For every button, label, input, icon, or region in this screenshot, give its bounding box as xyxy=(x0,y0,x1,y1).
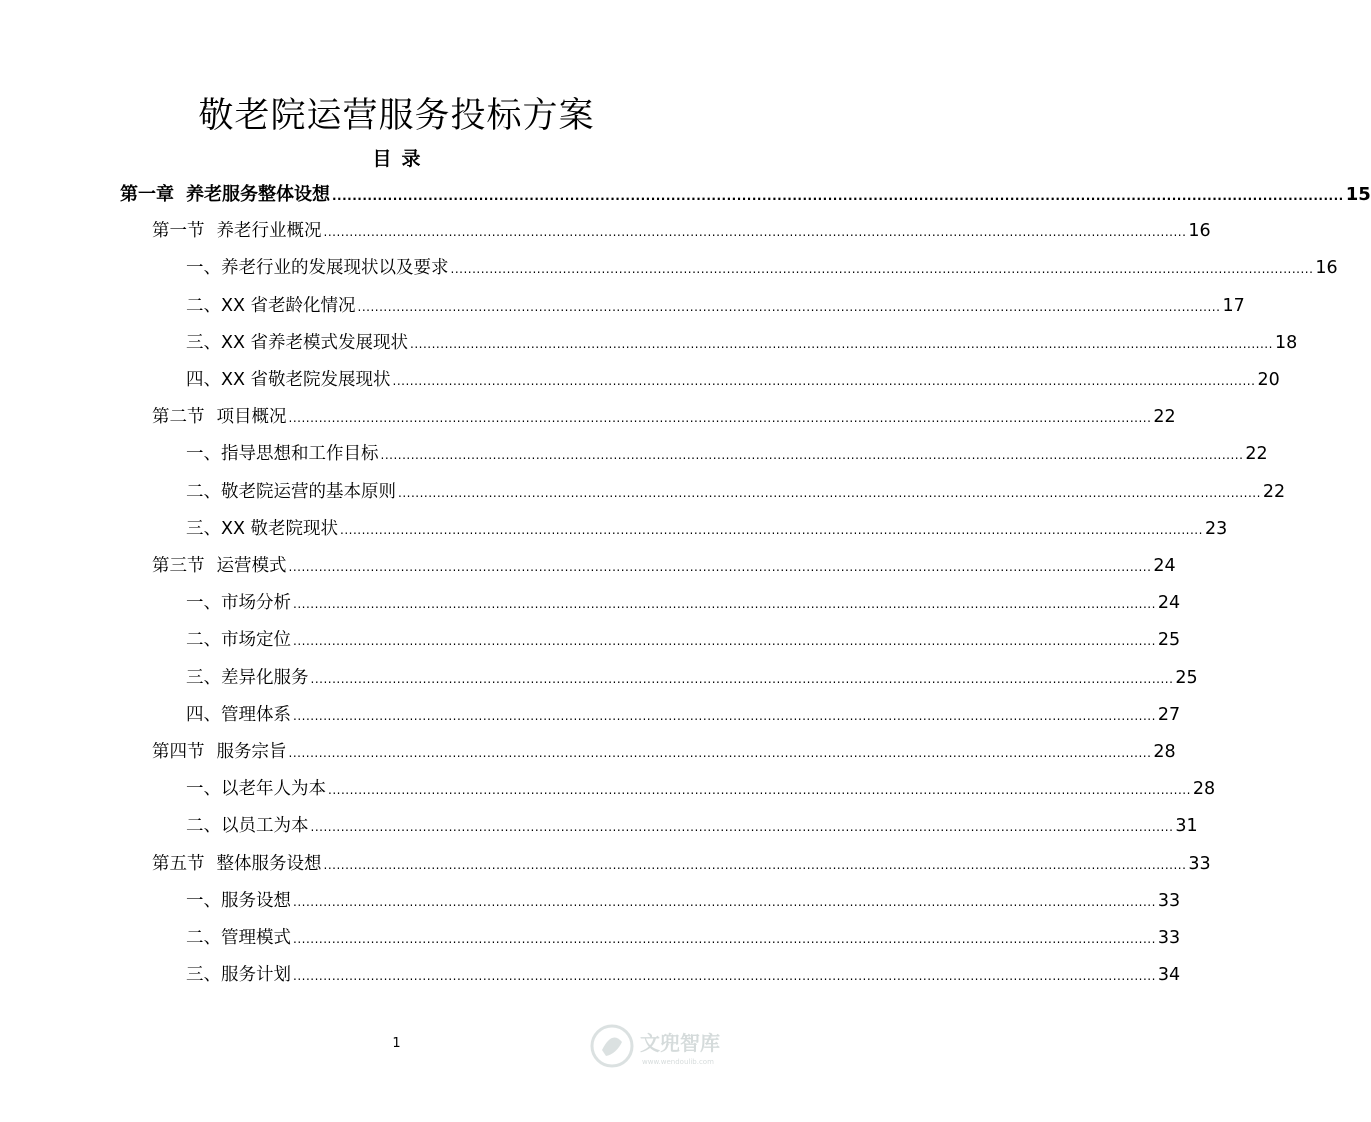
toc-entry-label xyxy=(186,957,291,994)
toc-entry-text: 管理体系 xyxy=(221,704,291,725)
toc-dot-leader: ........................................................................................................................................................................................................ xyxy=(357,299,1221,314)
toc-entry-prefix: 一、 xyxy=(186,258,221,279)
toc-entry-text: 市场定位 xyxy=(221,630,291,651)
toc-subsection[interactable] xyxy=(186,697,1181,734)
toc-entry-prefix: 三、 xyxy=(186,518,221,539)
toc-dot-leader: ........................................................................................................................................................................................................ xyxy=(323,857,1187,872)
toc-entry-prefix: 一、 xyxy=(186,779,221,800)
toc-entry-page: 18 xyxy=(1274,332,1298,353)
toc-entry-label xyxy=(186,622,291,659)
toc-dot-leader: ........................................................................................................................................................................................................ xyxy=(293,634,1156,649)
toc-entry-page: 25 xyxy=(1157,630,1181,651)
toc-dot-leader: ........................................................................................................................................................................................................ xyxy=(410,336,1273,351)
toc-subsection[interactable] xyxy=(186,957,1181,994)
toc-entry-text: 管理模式 xyxy=(221,928,291,948)
toc-dot-leader: ........................................................................................................................................................................................................ xyxy=(450,262,1314,277)
toc-entry-label xyxy=(186,585,291,622)
toc-entry-label xyxy=(186,250,449,287)
toc-dot-leader: ........................................................................................................................................................................................................ xyxy=(380,448,1244,463)
toc-entry-prefix: 二、 xyxy=(186,295,221,316)
toc-entry-text: 项目概况 xyxy=(216,407,287,428)
toc-section[interactable] xyxy=(152,399,1176,436)
toc-entry-label xyxy=(120,176,330,213)
toc-dot-leader: ........................................................................................................................................................................................................ xyxy=(288,411,1152,426)
toc-dot-leader: ........................................................................................................................................................................................................ xyxy=(310,671,1174,686)
toc-entry-text: XX 敬老院现状 xyxy=(221,518,339,539)
toc-entry-prefix: 四、 xyxy=(186,704,221,725)
toc-entry-text: 指导思想和工作目标 xyxy=(221,444,379,465)
toc-heading-char-2: 录 xyxy=(401,148,421,170)
toc-entry-page: 27 xyxy=(1157,704,1181,725)
toc-entry-label xyxy=(186,883,291,920)
toc-entry-text: XX 省敬老院发展现状 xyxy=(221,370,391,390)
toc-entry-page: 17 xyxy=(1222,295,1245,316)
toc-dot-leader: ........................................................................................................................................................................................................ xyxy=(288,746,1152,760)
toc-subsection[interactable] xyxy=(186,883,1181,920)
toc-entry-page: 33 xyxy=(1157,928,1181,948)
toc-dot-leader: ........................................................................................................................................................................................................ xyxy=(323,225,1187,240)
toc-entry-text: 运营模式 xyxy=(216,556,287,576)
toc-entry-page: 16 xyxy=(1315,258,1338,279)
toc-entry-prefix: 第三节 xyxy=(152,556,205,576)
toc-subsection[interactable] xyxy=(186,325,1298,362)
toc-entry-prefix: 第一节 xyxy=(152,221,205,242)
toc-subsection[interactable] xyxy=(186,474,1286,511)
toc-entry-prefix: 三、 xyxy=(186,332,221,353)
toc-entry-label xyxy=(152,213,322,250)
toc-entry-text: 整体服务设想 xyxy=(216,853,322,874)
toc-dot-leader: ........................................................................................................................................................................................................ xyxy=(293,597,1156,612)
toc-section[interactable] xyxy=(152,846,1211,883)
toc-entry-prefix: 第二节 xyxy=(152,407,205,428)
toc-entry-prefix: 一、 xyxy=(186,444,221,465)
toc-entry-page: 34 xyxy=(1157,965,1181,986)
toc-subsection[interactable] xyxy=(186,622,1181,659)
toc-entry-label xyxy=(186,771,326,808)
toc-dot-leader: ........................................................................................................................................................................................................ xyxy=(293,894,1156,909)
toc-entry-page: 31 xyxy=(1175,816,1198,837)
toc-entry-label xyxy=(152,548,287,585)
toc-entry-page: 15 xyxy=(1345,184,1371,205)
document-title: 敬老院运营服务投标方案 xyxy=(198,96,595,136)
toc-heading xyxy=(0,144,793,171)
toc-entry-label xyxy=(186,660,309,697)
toc-entry-page: 24 xyxy=(1157,593,1181,614)
watermark-url: www.wendoulib.com xyxy=(642,1058,714,1066)
toc-entry-page: 20 xyxy=(1257,370,1280,390)
toc-dot-leader: ........................................................................................................................................................................................................ xyxy=(288,560,1152,574)
toc-entry-text: XX 省养老模式发展现状 xyxy=(221,332,409,353)
toc-entry-prefix: 第五节 xyxy=(152,853,205,874)
toc-entry-label xyxy=(186,325,408,362)
toc-dot-leader: ........................................................................................................................................................................................................ xyxy=(398,485,1261,500)
toc-entry-text: 养老行业的发展现状以及要求 xyxy=(221,258,449,279)
toc-subsection[interactable] xyxy=(186,660,1198,697)
toc-subsection[interactable] xyxy=(186,511,1228,548)
toc-entry-page: 25 xyxy=(1175,667,1198,688)
toc-dot-leader: ........................................................................................................................................................................................................ xyxy=(332,189,1344,203)
toc-entry-label xyxy=(186,474,396,511)
toc-entry-label xyxy=(186,362,391,399)
toc-entry-page: 33 xyxy=(1188,853,1211,874)
toc-section[interactable] xyxy=(152,548,1176,585)
toc-entry-label xyxy=(152,846,322,883)
toc-entry-prefix: 一、 xyxy=(186,890,221,911)
toc-entry-text: 服务设想 xyxy=(221,890,291,911)
toc-entry-prefix: 三、 xyxy=(186,965,221,986)
watermark-label: 文兜智库 xyxy=(640,1031,720,1055)
toc-entry-text: 以员工为本 xyxy=(221,816,309,837)
toc-entry-prefix: 三、 xyxy=(186,667,221,688)
toc-entry-page: 23 xyxy=(1204,518,1228,539)
toc-dot-leader: ........................................................................................................................................................................................................ xyxy=(293,708,1156,723)
toc-chapter[interactable] xyxy=(120,176,1371,213)
toc-heading-char-1: 目 xyxy=(372,148,392,170)
toc-entry-prefix: 第一章 xyxy=(120,184,174,205)
toc-subsection[interactable] xyxy=(186,808,1198,845)
toc-entry-prefix: 二、 xyxy=(186,928,221,948)
toc-dot-leader: ........................................................................................................................................................................................................ xyxy=(310,820,1174,835)
toc-entry-page: 28 xyxy=(1192,779,1216,800)
toc-entry-text: 养老行业概况 xyxy=(216,221,322,242)
toc-entry-page: 22 xyxy=(1153,407,1176,428)
toc-dot-leader: ........................................................................................................................................................................................................ xyxy=(328,783,1191,798)
toc-entry-label xyxy=(186,288,356,325)
toc-entry-label xyxy=(152,399,287,436)
toc-entry-page: 24 xyxy=(1153,556,1176,576)
page-number: 1 xyxy=(392,1036,401,1051)
toc-entry-prefix: 一、 xyxy=(186,593,221,614)
toc-entry-page: 33 xyxy=(1157,890,1181,911)
toc-entry-page: 16 xyxy=(1188,221,1211,242)
toc-entry-text: 养老服务整体设想 xyxy=(186,184,330,205)
toc-entry-text: 差异化服务 xyxy=(221,667,309,688)
toc-entry-label xyxy=(186,436,379,473)
toc-entry-text: 服务宗旨 xyxy=(216,742,287,762)
toc-entry-prefix: 第四节 xyxy=(152,742,205,762)
toc-entry-label xyxy=(186,511,338,548)
toc-entry-text: 市场分析 xyxy=(221,593,291,614)
toc-subsection[interactable] xyxy=(186,250,1338,287)
toc-entry-text: 服务计划 xyxy=(221,965,291,986)
toc-dot-leader: ........................................................................................................................................................................................................ xyxy=(293,932,1156,946)
toc-entry-label xyxy=(186,920,291,957)
toc-entry-label xyxy=(186,697,291,734)
toc-entry-text: 以老年人为本 xyxy=(221,779,326,800)
toc-subsection[interactable] xyxy=(186,585,1181,622)
toc-subsection[interactable] xyxy=(186,771,1216,808)
toc-entry-label xyxy=(186,808,309,845)
toc-entry-prefix: 二、 xyxy=(186,630,221,651)
toc-dot-leader: ........................................................................................................................................................................................................ xyxy=(340,522,1203,537)
toc-entry-text: 敬老院运营的基本原则 xyxy=(221,481,396,502)
toc-entry-page: 22 xyxy=(1262,481,1286,502)
toc-entry-page: 28 xyxy=(1153,742,1176,762)
toc-subsection[interactable] xyxy=(186,436,1268,473)
toc-entry-text: XX 省老龄化情况 xyxy=(221,295,356,316)
toc-section[interactable] xyxy=(152,734,1176,771)
toc-subsection[interactable] xyxy=(186,920,1181,957)
watermark-logo xyxy=(588,1020,758,1072)
toc-subsection[interactable] xyxy=(186,362,1280,399)
toc-entry-prefix: 二、 xyxy=(186,481,221,502)
toc-section[interactable] xyxy=(152,213,1211,250)
toc-entry-prefix: 二、 xyxy=(186,816,221,837)
toc-dot-leader: ........................................................................................................................................................................................................ xyxy=(392,374,1256,388)
toc-entry-prefix: 四、 xyxy=(186,370,221,390)
watermark-icon xyxy=(588,1020,758,1072)
toc-dot-leader: ........................................................................................................................................................................................................ xyxy=(293,969,1156,984)
toc-subsection[interactable] xyxy=(186,288,1245,325)
toc-entry-page: 22 xyxy=(1245,444,1268,465)
toc-entry-label xyxy=(152,734,287,771)
